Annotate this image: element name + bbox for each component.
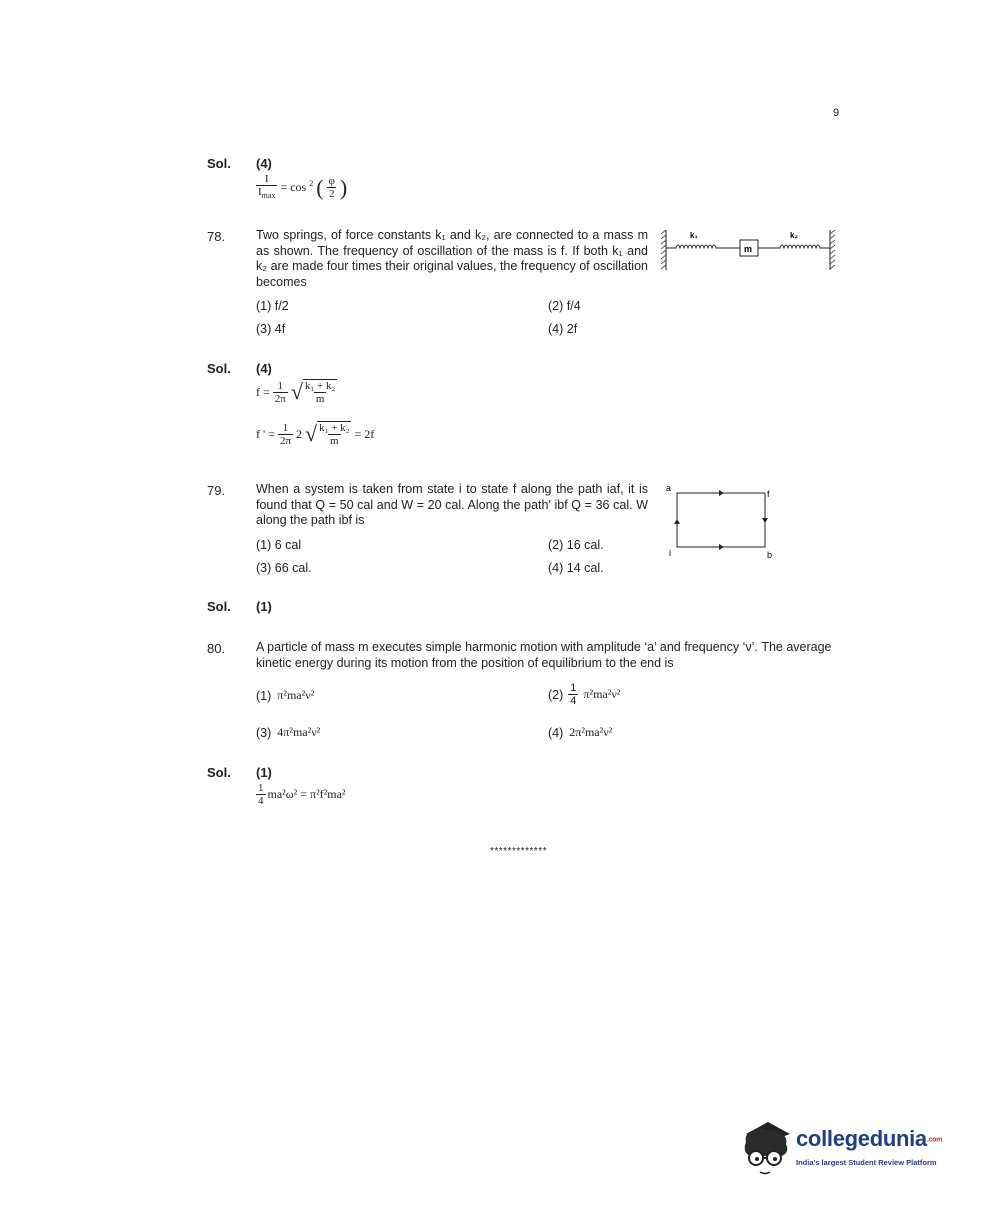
- frac-num: φ: [328, 175, 335, 188]
- root-fraction: [317, 421, 351, 447]
- coefficient: 2: [296, 426, 302, 441]
- frac-num: k₁ + k₂: [304, 380, 336, 392]
- sol-answer: (1): [256, 765, 272, 780]
- sol-answer: (4): [256, 156, 272, 171]
- pv-path-diagram: [660, 480, 780, 562]
- option-2: (2) 16 cal.: [548, 538, 604, 552]
- frac-num: k₁ + k₂: [319, 422, 350, 434]
- option-label: (4): [548, 725, 564, 740]
- one-over-2pi: [278, 422, 293, 447]
- frac-num: I: [264, 173, 269, 185]
- label-i: i: [669, 548, 671, 558]
- paren-right: ): [339, 174, 348, 200]
- question-number: 79.: [207, 483, 226, 498]
- option-expr: 2π²ma²ν²: [569, 725, 613, 739]
- option-label: (1): [256, 688, 272, 703]
- path-rectangle: [677, 493, 765, 547]
- logo-text: collegedunia: [796, 1126, 927, 1151]
- option-4: [548, 725, 612, 740]
- sol80-formula: [256, 782, 346, 807]
- logo-tagline: India's largest Student Review Platform: [796, 1158, 937, 1167]
- formula-sup: 2: [309, 179, 314, 189]
- label-k1: k₁: [690, 231, 698, 240]
- frac-den-sub: max: [261, 191, 276, 201]
- mascot-icon: [738, 1112, 796, 1178]
- option-1: (1) f/2: [256, 299, 289, 313]
- sol-label: Sol.: [207, 361, 231, 376]
- option-expr: π²ma²ν²: [583, 687, 621, 701]
- question-number: 80.: [207, 641, 226, 656]
- question-text: When a system is taken from state i to state f along the path iaf, it is found that Q = 50 cal and W = 20 cal. Along the path' ibf Q = 36 cal. W along the path ibf is: [256, 482, 648, 527]
- formula-eq: = cos: [280, 180, 307, 195]
- arrow-top: [719, 490, 724, 496]
- option-label: (2): [548, 687, 564, 702]
- paren-left: (: [316, 174, 324, 200]
- quarter-fraction: [256, 782, 266, 807]
- option-1: (1) 6 cal: [256, 538, 302, 552]
- phi-fraction: [327, 175, 337, 200]
- option-3: (3) 66 cal.: [256, 561, 312, 575]
- sol80-expr: ma²ω² = π²f²ma²: [267, 787, 346, 801]
- arrow-bottom: [719, 544, 724, 550]
- frac-den: 2π: [274, 392, 286, 405]
- sqrt-sign: √: [305, 421, 318, 446]
- question-number: 78.: [207, 229, 226, 244]
- label-b: b: [767, 550, 773, 560]
- sol-label: Sol.: [207, 156, 231, 171]
- collegedunia-logo: [738, 1112, 963, 1182]
- sol-answer: (1): [256, 599, 272, 614]
- sqrt-sign: √: [290, 379, 303, 404]
- root-fraction: [303, 379, 337, 405]
- option-1: [256, 688, 314, 703]
- right-wall-hatch: [830, 230, 835, 269]
- sol-answer: (4): [256, 361, 272, 376]
- option-2: [548, 682, 620, 707]
- option-4: (4) 14 cal.: [548, 561, 604, 575]
- arrow-right: [762, 518, 768, 523]
- frac-num: 1: [282, 421, 289, 434]
- frac-den: [256, 185, 277, 202]
- left-wall-hatch: [661, 230, 666, 269]
- frac-den-text: I: [258, 186, 262, 198]
- lhs-f: f =: [256, 384, 270, 399]
- sol77-formula: [256, 173, 347, 202]
- logo-wordmark: [796, 1126, 942, 1152]
- option-3: [256, 725, 320, 740]
- sol-label: Sol.: [207, 765, 231, 780]
- frac-num: 1: [570, 682, 577, 694]
- end-divider: *************: [490, 846, 548, 857]
- sol-label: Sol.: [207, 599, 231, 614]
- option-3: (3) 4f: [256, 322, 286, 336]
- lhs-fprime: f ' =: [256, 426, 275, 441]
- frac-den: 2π: [279, 434, 291, 447]
- spring-k1: [666, 245, 740, 248]
- logo-suffix: .com: [926, 1136, 943, 1144]
- label-mass: m: [744, 244, 753, 254]
- option-label: (3): [256, 725, 272, 740]
- option-expr: π²ma²ν²: [277, 688, 315, 702]
- option-2: (2) f/4: [548, 299, 581, 313]
- frac-den: 4: [258, 795, 264, 807]
- sol78-line2: [256, 421, 374, 447]
- one-over-2pi: [273, 380, 288, 405]
- question-text: A particle of mass m executes simple harmonic motion with amplitude ‘a’ and frequency ‘ν’. The average kinetic energy during its motion from the position of equilibrium to the end is: [256, 640, 832, 670]
- frac-num: 1: [277, 379, 284, 392]
- option-expr: 4π²ma²ν²: [277, 725, 321, 739]
- spring-k2: [758, 245, 830, 248]
- option-4: (4) 2f: [548, 322, 578, 336]
- frac-num: 1: [258, 782, 264, 794]
- frac-den: 2: [328, 188, 335, 201]
- frac-den: 4: [570, 695, 577, 707]
- result: = 2f: [354, 426, 375, 441]
- frac-den: m: [315, 393, 325, 405]
- quarter-fraction: [568, 682, 578, 707]
- arrow-left: [674, 519, 680, 524]
- intensity-ratio: [256, 173, 277, 202]
- question-text: Two springs, of force constants k₁ and k₂, are connected to a mass m as shown. The frequency of oscillation of the mass is f. If both k₁ and k₂ are made four times their original values, the frequency of oscillation becomes: [256, 228, 648, 289]
- label-k2: k₂: [790, 231, 799, 240]
- sol78-line1: [256, 379, 337, 405]
- label-f: f: [767, 489, 770, 499]
- frac-den: m: [329, 435, 339, 447]
- spring-mass-diagram: [660, 226, 840, 274]
- page-number: 9: [833, 107, 840, 119]
- label-a: a: [666, 483, 672, 493]
